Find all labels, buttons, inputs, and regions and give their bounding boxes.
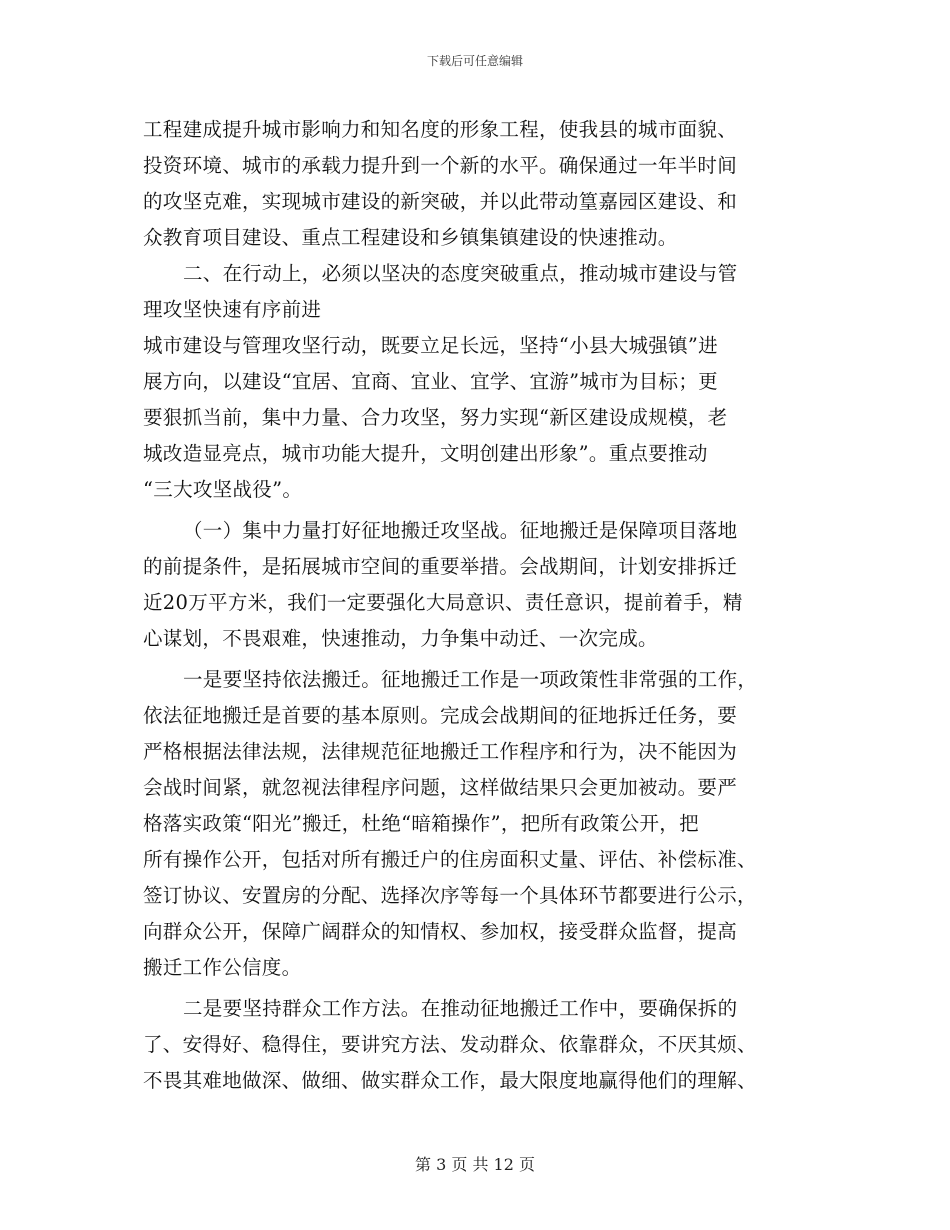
text-line: 要狠抓当前，集中力量、合力攻坚，努力实现“新区建设成规模，老 xyxy=(143,406,728,429)
text-line: 所有操作公开，包括对所有搬迁户的住房面积丈量、评估、补偿标准、 xyxy=(143,848,757,871)
text-line: 了、安得好、稳得住，要讲究方法、发动群众、依靠群众，不厌其烦、 xyxy=(143,1033,757,1056)
text-line: 签订协议、安置房的分配、选择次序等每一个具体环节都要进行公示， xyxy=(143,884,757,907)
text-line: 城市建设与管理攻坚行动，既要立足长远，坚持“小县大城强镇”进 xyxy=(143,334,718,357)
document-body xyxy=(143,112,807,1099)
text-line: 投资环境、城市的承载力提升到一个新的水平。确保通过一年半时间 xyxy=(143,154,738,177)
text-line: 会战时间紧，就忽视法律程序问题，这样做结果只会更加被动。要严 xyxy=(143,776,738,799)
text-line: 向群众公开，保障广阔群众的知情权、参加权，接受群众监督，提高 xyxy=(143,920,738,943)
text-line: 的攻坚克难，实现城市建设的新突破，并以此带动篁嘉园区建设、和 xyxy=(143,190,738,213)
page-number-footer: 第 3 页 共 12 页 xyxy=(415,1155,535,1174)
page-header: 下载后可任意编辑 xyxy=(426,54,523,68)
paragraph-line: 二是要坚持群众工作方法。在推动征地搬迁工作中，要确保拆的 xyxy=(183,997,738,1020)
text-line: 工程建成提升城市影响力和知名度的形象工程，使我县的城市面貌、 xyxy=(143,118,738,141)
text-line: 的前提条件，是拓展城市空间的重要举措。会战期间，计划安排拆迁 xyxy=(143,555,738,578)
section-heading-line: 理攻坚快速有序前进 xyxy=(143,298,322,321)
text-line: 众教育项目建设、重点工程建设和乡镇集镇建设的快速推动。 xyxy=(143,226,678,249)
text-line: 搬迁工作公信度。 xyxy=(143,956,302,979)
text-line: 近20万平方米，我们一定要强化大局意识、责任意识，提前着手，精 xyxy=(143,591,743,614)
text-line: “三大攻坚战役”。 xyxy=(143,478,303,501)
paragraph-line: 一是要坚持依法搬迁。征地搬迁工作是一项政策性非常强的工作， xyxy=(183,668,758,691)
section-heading-line: 二、在行动上，必须以坚决的态度突破重点，推动城市建设与管 xyxy=(183,262,738,285)
text-line: 格落实政策“阳光”搬迁，杜绝“暗箱操作”，把所有政策公开，把 xyxy=(143,812,699,835)
subsection-line: （一）集中力量打好征地搬迁攻坚战。征地搬迁是保障项目落地 xyxy=(183,519,738,542)
text-line: 心谋划，不畏艰难，快速推动，力争集中动迁、一次完成。 xyxy=(143,627,658,650)
text-line: 展方向，以建设“宜居、宜商、宜业、宜学、宜游”城市为目标；更 xyxy=(143,370,718,393)
text-line: 不畏其难地做深、做细、做实群众工作，最大限度地赢得他们的理解、 xyxy=(143,1069,757,1092)
text-line: 城改造显亮点，城市功能大提升，文明创建出形象”。重点要推动 xyxy=(143,442,708,465)
text-line: 严格根据法律法规，法律规范征地搬迁工作程序和行为，决不能因为 xyxy=(143,740,738,763)
text-line: 依法征地搬迁是首要的基本原则。完成会战期间的征地拆迁任务，要 xyxy=(143,704,738,727)
